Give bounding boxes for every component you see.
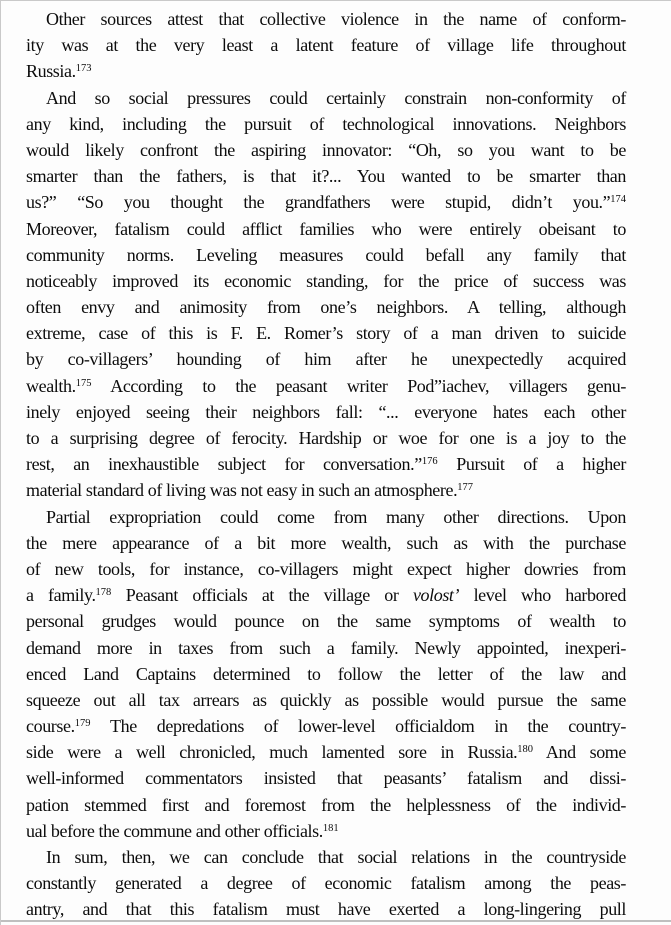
italic-term: volost’: [412, 585, 460, 606]
text-line: [26, 477, 626, 503]
text-line: [26, 242, 626, 268]
text-line: [26, 896, 626, 922]
text-line: [26, 739, 626, 765]
text-line: [26, 320, 626, 346]
text-segment: constantly generated a degree of economic fatalism among the peas-: [26, 873, 626, 894]
text-segment: The depredations of lower-level officialdom in the country-: [90, 716, 626, 737]
text-segment: the mere appearance of a bit more wealth, such as with the purchase: [26, 532, 626, 553]
paragraph: [26, 844, 626, 923]
text-segment: Partial expropriation could come from many other directions. Upon: [46, 506, 626, 527]
paragraph: [26, 504, 626, 844]
text-segment: According to the peasant writer Pod”iachev, villagers genu-: [91, 375, 626, 396]
text-line: [26, 32, 626, 58]
text-line: [26, 608, 626, 634]
text-segment: any kind, including the pursuit of technological innovations. Neighbors: [26, 113, 626, 134]
text-segment: course.: [26, 716, 75, 737]
text-segment: smarter than the fathers, is that it?... You wanted to be smarter than: [26, 166, 626, 187]
text-line: [26, 530, 626, 556]
text-segment: ual before the commune and other officials.: [26, 820, 323, 841]
text-line: [26, 635, 626, 661]
text-segment: antry, and that this fatalism must have exerted a long-lingering pull: [26, 899, 626, 920]
text-segment: And some: [533, 742, 626, 763]
text-segment: material standard of living was not easy in such an atmosphere.: [26, 480, 458, 501]
text-line: [26, 870, 626, 896]
text-segment: us?” “So you thought the grandfathers were stupid, didn’t you.”: [26, 192, 611, 213]
footnote-ref: 179: [74, 718, 91, 730]
paragraph: [26, 6, 626, 85]
footnote-ref: 174: [610, 194, 626, 206]
text-segment: wealth.: [26, 375, 76, 396]
text-line: [26, 425, 626, 451]
text-segment: Russia.: [26, 61, 76, 82]
text-line: [26, 451, 626, 477]
text-block: [26, 6, 626, 923]
text-segment: personal grudges would pounce on the same symptoms of wealth to: [26, 611, 626, 632]
text-segment: Pursuit of a higher: [437, 454, 626, 475]
text-segment: of new tools, for instance, co-villagers might expect higher dowries from: [26, 558, 626, 579]
text-segment: pation stemmed first and foremost from the helplessness of the individ-: [26, 794, 626, 815]
text-line: [26, 373, 626, 399]
footnote-ref: 175: [75, 377, 92, 389]
text-segment: ity was at the very least a latent feature of village life throughout: [26, 35, 626, 56]
text-line: [26, 504, 626, 530]
text-line: [26, 346, 626, 372]
text-line: [26, 216, 626, 242]
text-segment: Moreover, fatalism could afflict families who were entirely obeisant to: [26, 218, 626, 239]
text-segment: demand more in taxes from such a family. Newly appointed, inexperi-: [26, 637, 626, 658]
text-segment: side were a well chronicled, much lamented sore in Russia.: [26, 742, 518, 763]
text-segment: inely enjoyed seeing their neighbors fall: “... everyone hates each other: [26, 401, 626, 422]
footnote-ref: 173: [75, 63, 92, 75]
footnote-ref: 180: [517, 744, 534, 756]
text-segment: well-informed commentators insisted that peasants’ fatalism and dissi-: [26, 768, 626, 789]
text-segment: rest, an inexhaustible subject for conversation.”: [26, 454, 422, 475]
text-segment: level who harbored: [459, 585, 626, 606]
text-segment: Peasant officials at the village or: [111, 585, 413, 606]
text-segment: enced Land Captains determined to follow the letter of the law and: [26, 663, 626, 684]
text-line: [26, 556, 626, 582]
text-line: [26, 85, 626, 111]
text-line: [26, 399, 626, 425]
text-line: [26, 713, 626, 739]
text-segment: extreme, case of this is F. E. Romer’s story of a man driven to suicide: [26, 323, 626, 344]
text-line: [26, 268, 626, 294]
paragraph: [26, 85, 626, 504]
text-segment: community norms. Leveling measures could befall any family that: [26, 244, 626, 265]
text-line: [26, 687, 626, 713]
text-segment: Other sources attest that collective violence in the name of conform-: [46, 9, 626, 29]
text-line: [26, 111, 626, 137]
text-segment: by co-villagers’ hounding of him after he unexpectedly acquired: [26, 349, 626, 370]
footnote-ref: 181: [322, 822, 339, 834]
text-segment: And so social pressures could certainly constrain non-conformity of: [46, 87, 626, 108]
footnote-ref: 177: [457, 482, 473, 494]
text-line: [26, 765, 626, 791]
text-segment: a family.: [26, 585, 96, 606]
text-segment: noticeably improved its economic standing, for the price of success was: [26, 270, 626, 291]
text-line: [26, 58, 626, 84]
text-line: [26, 661, 626, 687]
text-line: [26, 818, 626, 844]
page-bottom-edge: [1, 920, 671, 922]
text-segment: squeeze out all tax arrears as quickly as possible would pursue the same: [26, 689, 626, 710]
text-segment: would likely confront the aspiring innovator: “Oh, so you want to be: [26, 139, 626, 160]
text-line: [26, 6, 626, 32]
text-line: [26, 844, 626, 870]
text-segment: often envy and animosity from one’s neighbors. A telling, although: [26, 297, 626, 318]
text-segment: In sum, then, we can conclude that social relations in the countryside: [46, 847, 626, 867]
text-line: [26, 294, 626, 320]
text-line: [26, 189, 626, 215]
text-line: [26, 163, 626, 189]
text-line: [26, 137, 626, 163]
footnote-ref: 178: [95, 587, 112, 599]
text-segment: to a surprising degree of ferocity. Hardship or woe for one is a joy to the: [26, 428, 626, 448]
text-line: [26, 792, 626, 818]
text-line: [26, 582, 626, 608]
footnote-ref: 176: [421, 456, 438, 468]
